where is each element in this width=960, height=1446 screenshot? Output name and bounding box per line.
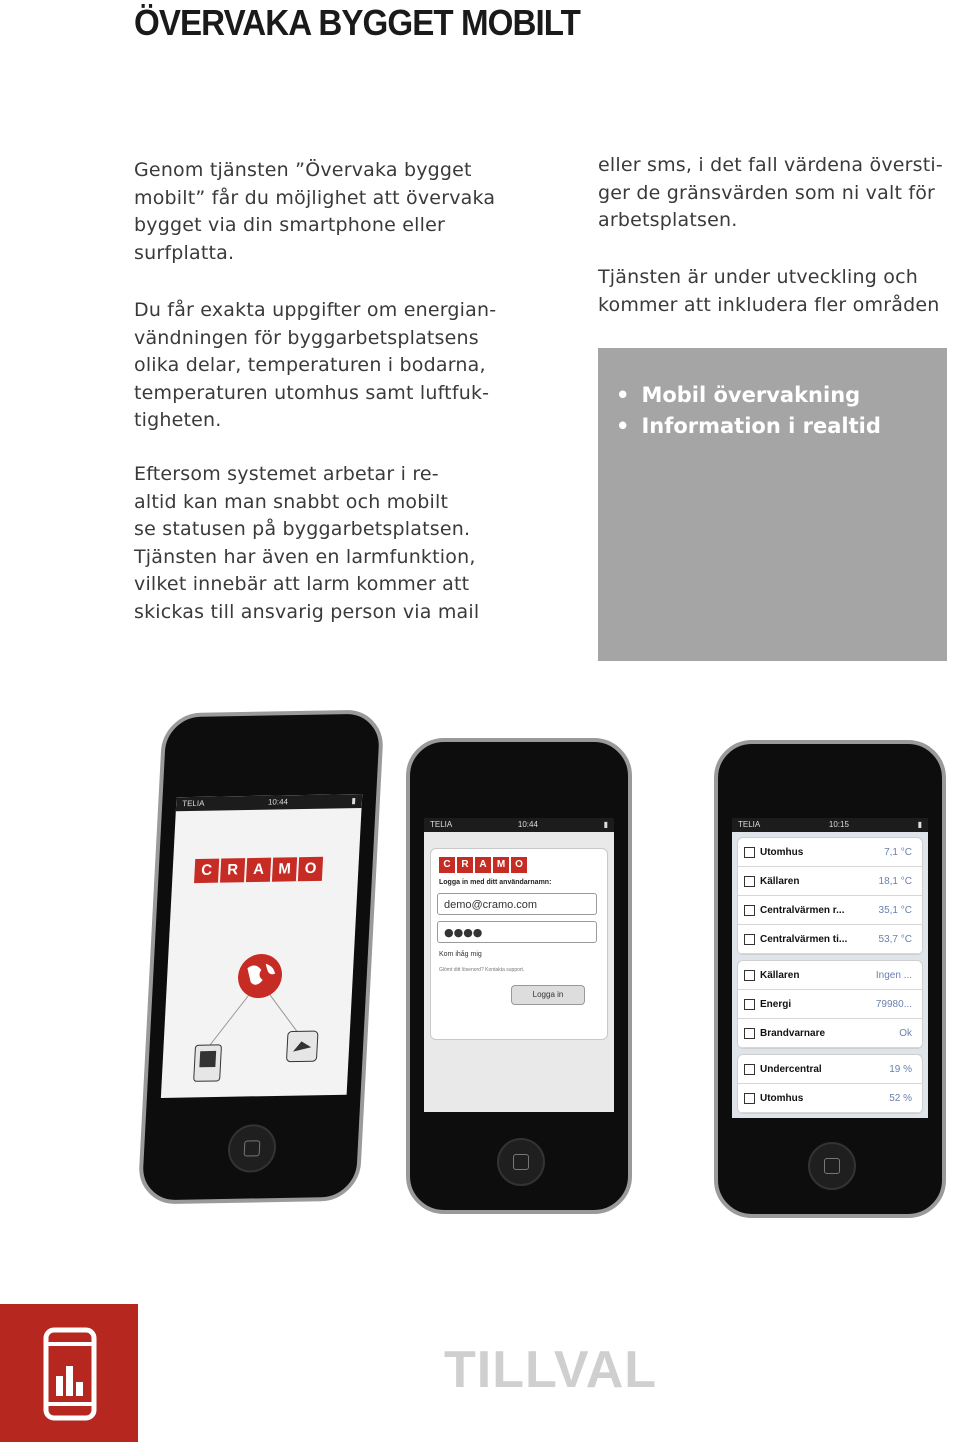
network-diagram	[161, 944, 355, 1098]
status-bar: TELIA 10:44 ▮	[424, 818, 614, 832]
reading-row[interactable]: Källaren Ingen ...	[738, 961, 922, 990]
login-prompt: Logga in med ditt användarnamn:	[439, 879, 552, 886]
feature-list	[616, 380, 881, 442]
status-bar: TELIA 10:15 ▮	[732, 818, 928, 832]
reading-row[interactable]: Centralvärmen r... 35,1 °C	[738, 896, 922, 925]
forgot-password-link[interactable]: Glömt ditt lösenord? Kontakta support.	[439, 967, 525, 973]
reading-row[interactable]: Brandvarnare Ok	[738, 1019, 922, 1048]
phone-start-screen	[161, 794, 362, 1098]
reading-row[interactable]: Utomhus 52 %	[738, 1084, 922, 1113]
phone-readings	[714, 740, 946, 1218]
realtime-paragraph: Eftersom systemet arbetar i re- altid kan man snabbt och mobilt se statusen på byggarbetsplatsen. Tjänsten har även en larmfunktion, vilket innebär att larm kommer att skickas till ansvarig person via mail	[134, 463, 480, 623]
phone-login-screen	[424, 818, 614, 1112]
alarm-paragraph: eller sms, i det fall värdena översti- ger de gränsvärden som ni valt för arbetsplatsen.	[598, 154, 943, 231]
readings-group	[737, 837, 923, 955]
reading-row[interactable]: Energi 79980...	[738, 990, 922, 1019]
readings-group	[737, 960, 923, 1049]
home-button[interactable]	[227, 1124, 277, 1173]
reading-row[interactable]: Källaren 18,1 °C	[738, 867, 922, 896]
tillval-badge	[0, 1304, 138, 1442]
reading-row[interactable]: Centralvärmen ti... 53,7 °C	[738, 925, 922, 954]
feature-item: • Mobil övervakning	[616, 380, 881, 411]
status-bar: TELIA 10:44 ▮	[176, 794, 362, 811]
password-field[interactable]: ●●●●	[437, 921, 597, 943]
mobile-stats-icon	[0, 1304, 138, 1442]
home-button[interactable]	[808, 1142, 856, 1190]
page-title: ÖVERVAKA BYGGET MOBILT	[134, 2, 580, 43]
cramo-logo: C R A M O	[439, 857, 527, 873]
energy-paragraph: Du får exakta uppgifter om energian- vändningen för byggarbetsplatsens olika delar, temperaturen i bodarna, temperaturen utomhus samt luftfuk- tigheten.	[134, 299, 497, 431]
home-button[interactable]	[497, 1138, 545, 1186]
reading-row[interactable]: Utomhus 7,1 °C	[738, 838, 922, 867]
username-field[interactable]: demo@cramo.com	[437, 893, 597, 915]
tillval-label: TILLVAL	[444, 1341, 658, 1399]
readings-group	[737, 1054, 923, 1114]
intro-paragraph: Genom tjänsten ”Övervaka bygget mobilt” får du möjlighet att övervaka bygget via din smartphone eller surfplatta.	[134, 159, 496, 264]
remember-me-checkbox[interactable]: Kom ihåg mig	[439, 951, 482, 958]
login-card	[430, 848, 608, 1040]
features-box	[598, 348, 947, 661]
development-paragraph: Tjänsten är under utveckling och kommer att inkludera fler områden	[598, 266, 940, 316]
phone-start	[137, 709, 384, 1204]
globe-icon	[237, 954, 283, 999]
phone-login	[406, 738, 632, 1214]
phone-readings-screen	[732, 818, 928, 1118]
cramo-logo: C R A M O	[194, 857, 323, 883]
reading-row[interactable]: Undercentral 19 %	[738, 1055, 922, 1084]
feature-item: • Information i realtid	[616, 411, 881, 442]
login-button[interactable]: Logga in	[511, 985, 585, 1005]
